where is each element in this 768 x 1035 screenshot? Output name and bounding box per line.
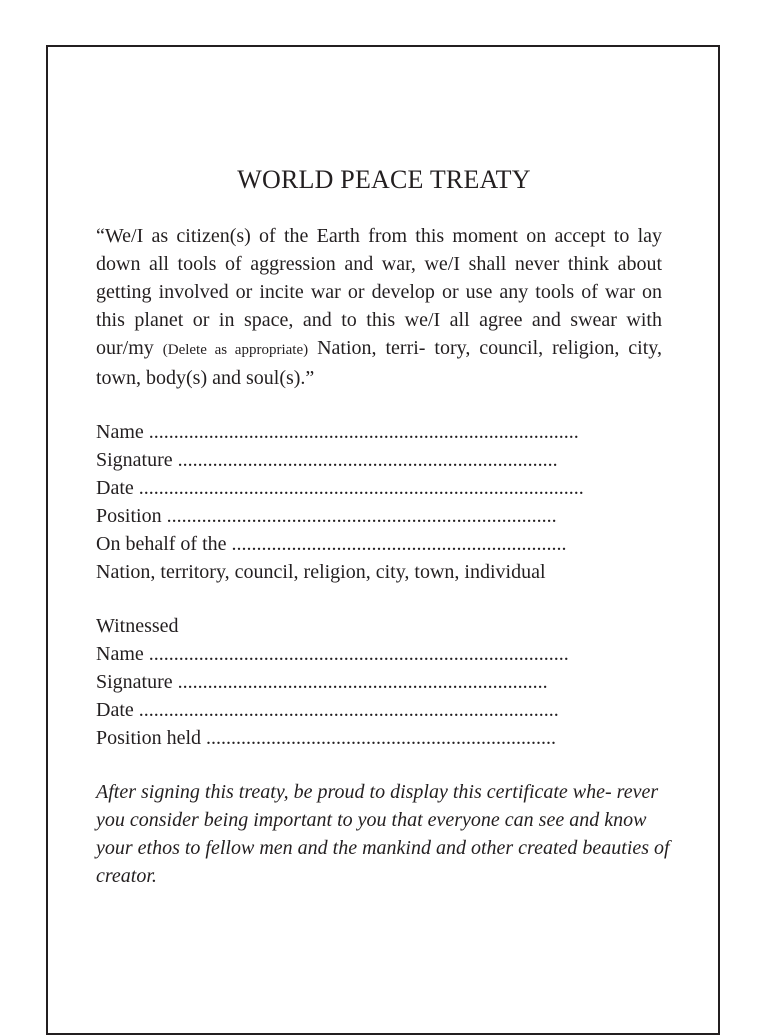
witness-heading: Witnessed — [96, 615, 179, 637]
witness-signature-line: Signature .......................................................................... — [96, 671, 548, 693]
treaty-title: WORLD PEACE TREATY — [237, 165, 531, 194]
signatory-entities-line: Nation, territory, council, religion, city, town, individual — [96, 561, 546, 583]
delete-as-appropriate-note: (Delete as appropriate) — [162, 342, 309, 358]
signatory-on-behalf-line: On behalf of the ................................................................... — [96, 533, 567, 555]
closing-note: After signing this treaty, be proud to display this certificate whe- rever you consider being important to you that everyone can see and know your ethos to fellow men and the mankind and other created beauties of creator. — [96, 781, 670, 887]
signatory-signature-line: Signature ............................................................................ — [96, 449, 558, 471]
signatory-name-line: Name ...................................................................................... — [96, 421, 579, 443]
witness-name-line: Name .................................................................................... — [96, 643, 569, 665]
witness-section — [96, 612, 676, 752]
oath-text-part1: “We/I as citizen(s) of the Earth from this moment on accept to lay down all tools of aggression and war, we/I shall never think about getting involved or incite war or develop or use any tools of war on this planet or in space, and to this we/I all agree and swear with our/my — [96, 225, 662, 359]
signatory-section — [96, 418, 676, 586]
signatory-position-line: Position .............................................................................. — [96, 505, 557, 527]
witness-date-line: Date .................................................................................... — [96, 699, 559, 721]
oath-paragraph — [96, 222, 662, 392]
oath-text-part2: Nation, terri- tory, council, religion, city, town, body(s) and soul(s).” — [96, 337, 662, 389]
signatory-date-line: Date ......................................................................................... — [96, 477, 584, 499]
treaty-content — [96, 160, 676, 890]
witness-position-held-line: Position held ...................................................................... — [96, 727, 557, 749]
